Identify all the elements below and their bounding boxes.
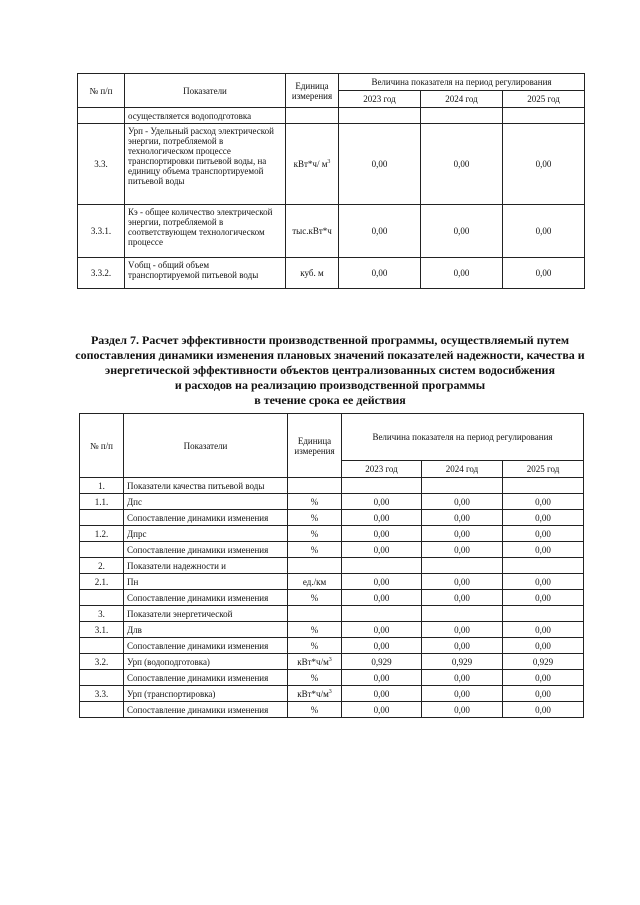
table-row (80, 510, 584, 526)
cell-2024: 0,00 (422, 638, 503, 654)
unit-text: ед./км (302, 576, 327, 587)
cell-num (80, 510, 124, 526)
table-row (80, 526, 584, 542)
col-header-unit: Единица измерения (286, 74, 339, 108)
cell-indicator: Сопоставление динамики изменения (124, 510, 288, 526)
col-header-year-2025: 2025 год (503, 91, 585, 108)
cell-2023: 0,00 (342, 542, 422, 558)
unit-text: кВт*ч/м (297, 656, 329, 667)
cell-indicator: Сопоставление динамики изменения (124, 542, 288, 558)
cell-2024: 0,00 (422, 622, 503, 638)
cell-unit (288, 542, 342, 558)
cell-2025: 0,00 (503, 638, 584, 654)
table-row (80, 702, 584, 718)
cell-indicator: Показатели энергетической (124, 606, 288, 622)
table-row (80, 542, 584, 558)
cell-2024: 0,00 (422, 670, 503, 686)
cell-2023: 0,00 (342, 638, 422, 654)
cell-2023: 0,00 (339, 205, 421, 258)
cell-indicator: Длв (124, 622, 288, 638)
table-row (80, 622, 584, 638)
cell-2024: 0,00 (422, 542, 503, 558)
unit-text: % (310, 704, 319, 715)
unit-text: кВт*ч/м (297, 688, 329, 699)
unit-text: % (310, 624, 319, 635)
cell-2023: 0,00 (339, 124, 421, 205)
cell-2023: 0,00 (342, 574, 422, 590)
cell-indicator: Сопоставление динамики изменения (124, 670, 288, 686)
cell-unit (288, 574, 342, 590)
cell-num (80, 670, 124, 686)
cell-2025: 0,00 (503, 670, 584, 686)
unit-superscript: 3 (327, 159, 331, 165)
cell-indicator: Пн (124, 574, 288, 590)
table-row (80, 638, 584, 654)
cell-2023 (342, 606, 422, 622)
cell-2025: 0,00 (503, 205, 585, 258)
cell-indicator: Сопоставление динамики изменения (124, 590, 288, 606)
cell-unit (288, 478, 342, 494)
table-row (78, 124, 585, 205)
cell-unit (288, 606, 342, 622)
cell-num: 3.3.2. (78, 258, 125, 289)
unit-text: % (310, 528, 319, 539)
col-header-num: № п/п (78, 74, 125, 108)
cell-unit (286, 108, 339, 124)
cell-num: 1. (80, 478, 124, 494)
cell-indicator: Дпс (124, 494, 288, 510)
cell-unit: тыс.кВт*ч (286, 205, 339, 258)
cell-2024: 0,00 (422, 494, 503, 510)
cell-2024: 0,929 (422, 654, 503, 670)
cell-unit (288, 558, 342, 574)
cell-num (80, 638, 124, 654)
cell-2023 (339, 108, 421, 124)
unit-superscript: 3 (328, 656, 332, 663)
cell-2024: 0,00 (421, 205, 503, 258)
col-header-period: Величина показателя на период регулирования (339, 74, 585, 91)
cell-2024: 0,00 (422, 686, 503, 702)
cell-2025: 0,00 (503, 590, 584, 606)
col-header-year-2025: 2025 год (503, 461, 584, 478)
unit-text: кВт*ч/ м (293, 159, 328, 169)
cell-2023: 0,00 (339, 258, 421, 289)
unit-text: % (310, 544, 319, 555)
cell-2023: 0,00 (342, 494, 422, 510)
table-row (80, 558, 584, 574)
col-header-year-2023: 2023 год (339, 91, 421, 108)
cell-num (80, 542, 124, 558)
cell-2024: 0,00 (422, 510, 503, 526)
cell-unit (288, 654, 342, 670)
cell-2025 (503, 478, 584, 494)
cell-2025: 0,00 (503, 542, 584, 558)
cell-2025: 0,00 (503, 124, 585, 205)
cell-2023: 0,00 (342, 686, 422, 702)
cell-num (80, 702, 124, 718)
table-row-continuation (78, 108, 585, 124)
table-row (80, 670, 584, 686)
cell-unit (288, 510, 342, 526)
cell-2024: 0,00 (422, 526, 503, 542)
table-row (80, 574, 584, 590)
cell-unit: куб. м (286, 258, 339, 289)
cell-2024: 0,00 (422, 590, 503, 606)
cell-2025 (503, 108, 585, 124)
cell-indicator: Vобщ - общий объем транспортируемой питьевой воды (125, 258, 286, 289)
cell-2024: 0,00 (421, 124, 503, 205)
section-title-line: в течение срока ее действия (254, 393, 406, 407)
cell-2023 (342, 558, 422, 574)
cell-num: 3. (80, 606, 124, 622)
cell-2025: 0,00 (503, 510, 584, 526)
cell-unit (288, 622, 342, 638)
table-row (80, 494, 584, 510)
col-header-num: № п/п (80, 414, 124, 478)
cell-2025 (503, 606, 584, 622)
cell-indicator: Дпрс (124, 526, 288, 542)
cell-num: 1.2. (80, 526, 124, 542)
col-header-year-2024: 2024 год (422, 461, 503, 478)
cell-num: 1.1. (80, 494, 124, 510)
cell-num (78, 108, 125, 124)
cell-2024 (422, 558, 503, 574)
cell-indicator: Урп (транспортировка) (124, 686, 288, 702)
cell-num: 3.1. (80, 622, 124, 638)
unit-text: % (310, 512, 319, 523)
cell-indicator: Показатели качества питьевой воды (124, 478, 288, 494)
cell-2024: 0,00 (422, 574, 503, 590)
unit-text: % (310, 672, 319, 683)
cell-unit (288, 590, 342, 606)
cell-2023: 0,00 (342, 590, 422, 606)
cell-2023: 0,00 (342, 510, 422, 526)
unit-text: % (310, 496, 319, 507)
table-row (80, 654, 584, 670)
cell-2025: 0,00 (503, 702, 584, 718)
cell-indicator: осуществляется водоподготовка (125, 108, 286, 124)
cell-2024: 0,00 (422, 702, 503, 718)
cell-2024: 0,00 (421, 258, 503, 289)
cell-2023: 0,929 (342, 654, 422, 670)
cell-num: 3.3. (78, 124, 125, 205)
cell-2025: 0,929 (503, 654, 584, 670)
cell-2025: 0,00 (503, 686, 584, 702)
cell-indicator: Сопоставление динамики изменения (124, 702, 288, 718)
section-title-line: энергетической эффективности объектов централизованных систем водосибжения (105, 363, 555, 377)
col-header-unit: Единица измерения (288, 414, 342, 478)
cell-unit (286, 124, 339, 205)
cell-2023: 0,00 (342, 622, 422, 638)
cell-num: 3.2. (80, 654, 124, 670)
cell-num: 2.1. (80, 574, 124, 590)
col-header-indicator: Показатели (125, 74, 286, 108)
cell-2025: 0,00 (503, 526, 584, 542)
table-row (80, 606, 584, 622)
section-title-line: сопоставления динамики изменения плановых значений показателей надежности, качества и (75, 348, 585, 362)
table-row (78, 258, 585, 289)
section-title-line: Раздел 7. Расчет эффективности производственной программы, осуществляемый путем (90, 333, 570, 347)
cell-num (80, 590, 124, 606)
section-title-line: и расходов на реализацию производственной программы (174, 378, 486, 392)
cell-2024 (421, 108, 503, 124)
cell-indicator: Сопоставление динамики изменения (124, 638, 288, 654)
cell-2023: 0,00 (342, 702, 422, 718)
col-header-indicator: Показатели (124, 414, 288, 478)
cell-indicator: Кэ - общее количество электрической энергии, потребляемой в соответствующем технологическом процессе (125, 205, 286, 258)
col-header-year-2023: 2023 год (342, 461, 422, 478)
cell-num: 3.3. (80, 686, 124, 702)
cell-unit (288, 638, 342, 654)
cell-2023: 0,00 (342, 526, 422, 542)
cell-unit (288, 494, 342, 510)
table-row (80, 686, 584, 702)
cell-unit (288, 670, 342, 686)
efficiency-table-body (80, 478, 584, 718)
cell-2025: 0,00 (503, 494, 584, 510)
cell-2025: 0,00 (503, 258, 585, 289)
cell-indicator: Урп (водоподготовка) (124, 654, 288, 670)
cell-2025 (503, 558, 584, 574)
cell-2023 (342, 478, 422, 494)
cell-2024 (422, 478, 503, 494)
col-header-period: Величина показателя на период регулирования (342, 414, 584, 461)
cell-unit (288, 526, 342, 542)
table-row (80, 590, 584, 606)
cell-unit (288, 702, 342, 718)
cell-2024 (422, 606, 503, 622)
cell-2025: 0,00 (503, 622, 584, 638)
cell-num: 2. (80, 558, 124, 574)
efficiency-table (79, 413, 584, 718)
table-row (78, 205, 585, 258)
table-row (80, 478, 584, 494)
cell-num: 3.3.1. (78, 205, 125, 258)
col-header-year-2024: 2024 год (421, 91, 503, 108)
unit-superscript: 3 (328, 688, 332, 695)
cell-2023: 0,00 (342, 670, 422, 686)
unit-text: % (310, 640, 319, 651)
cell-2025: 0,00 (503, 574, 584, 590)
cell-indicator: Показатели надежности и (124, 558, 288, 574)
unit-text: % (310, 592, 319, 603)
cell-unit (288, 686, 342, 702)
section-title (60, 333, 600, 408)
indicators-table-continued (77, 73, 585, 289)
cell-indicator: Урп - Удельный расход электрической энергии, потребляемой в технологическом процессе транспортировки питьевой воды, на единицу объема транспортируемой питьевой воды (125, 124, 286, 205)
